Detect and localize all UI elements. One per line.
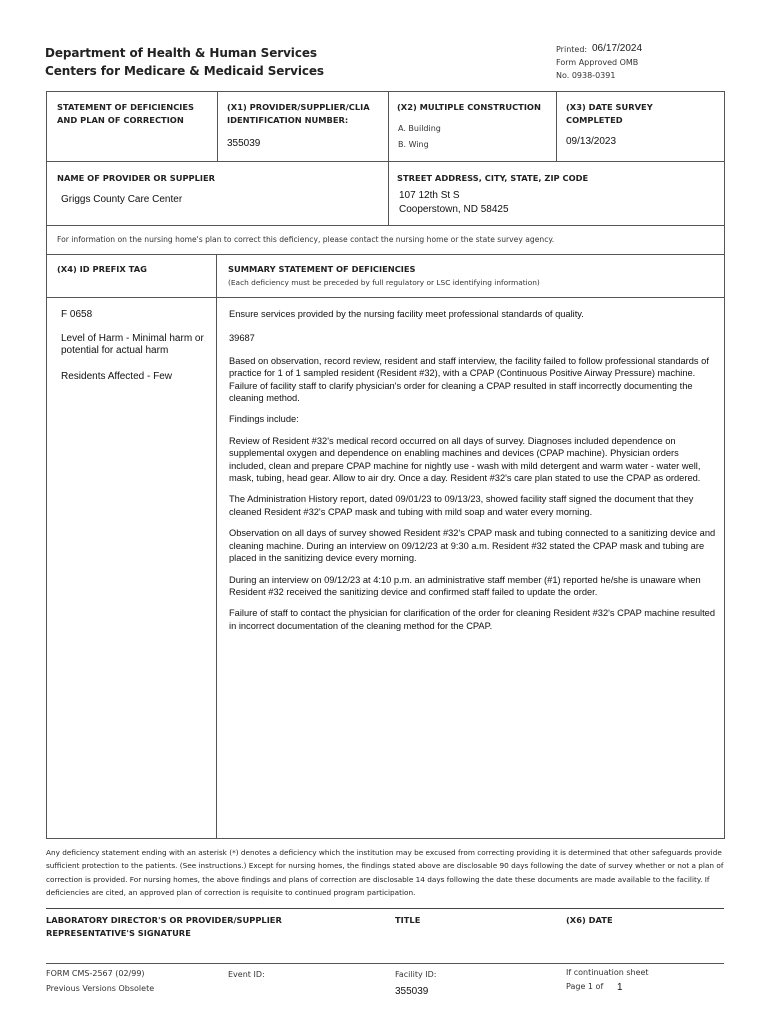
paragraph: 39687 (229, 333, 255, 344)
omb-number: No. 0938-0391 (556, 71, 616, 80)
printed-label: Printed: (556, 45, 588, 54)
paragraph: Failure of staff to contact the physician for clarification of the order for cleaning Resident #32's CPAP machine resulted in incorrect documentation of the cleaning method for the CPAP. (229, 608, 715, 631)
address-label: STREET ADDRESS, CITY, STATE, ZIP CODE (397, 173, 589, 183)
paragraph: Based on observation, record review, resident and staff interview, the facility failed to follow professional standards of practice for 1 of 1 sampled resident (Resident #32), with a CPAP (Continuous Positive Airway Pressure) machine. Failure of facility staff to clarify physician's order for cleaning a CPAP resulted in staff incorrectly documenting the cleaning method. (229, 355, 709, 404)
address-city: Cooperstown, ND 58425 (399, 204, 509, 215)
provider-id: 355039 (227, 138, 261, 149)
statement-label: STATEMENT OF DEFICIENCIES AND PLAN OF CORRECTION (57, 102, 195, 125)
x1-label: (X1) PROVIDER/SUPPLIER/CLIA IDENTIFICATION NUMBER: (227, 102, 370, 125)
previous-versions: Previous Versions Obsolete (46, 984, 155, 993)
agency-subname: Centers for Medicare & Medicaid Services (45, 64, 324, 78)
harm-level: Level of Harm - Minimal harm or potential for actual harm (61, 333, 204, 357)
x2-building: A. Building (398, 124, 441, 133)
date-label: (X6) DATE (566, 915, 613, 925)
paragraph: Observation on all days of survey showed Resident #32's CPAP mask and tubing connected to a sanitizing device and cleaning machine. During an interview on 09/12/23 at 9:30 a.m. Resident #32 stated the CPAP mask and tubing are placed in the sanitizing device every morning. (229, 528, 716, 564)
agency-name: Department of Health & Human Services (45, 46, 317, 60)
signature-label: LABORATORY DIRECTOR'S OR PROVIDER/SUPPLIER REPRESENTATIVE'S SIGNATURE (46, 915, 282, 938)
form-approved: Form Approved OMB (556, 58, 639, 67)
paragraph: Review of Resident #32's medical record occurred on all days of survey. Diagnoses included dependence on supplemental oxygen and dependence on enabling machines and devices (CPAP machine). Physician orders included, clean and prepare CPAP machine for nightly use - wash with mild detergent and warm water - water well, mask, tubing, head gear. Allow to air dry. Once a day. Resident #32's care plan stated to use the CPAP as ordered. (229, 435, 701, 484)
title-label: TITLE (395, 915, 421, 925)
summary-label: SUMMARY STATEMENT OF DEFICIENCIES (228, 264, 416, 274)
survey-date: 09/13/2023 (566, 136, 617, 147)
residents-affected: Residents Affected - Few (61, 371, 172, 382)
deficiency-summary (229, 308, 717, 639)
x2-label: (X2) MULTIPLE CONSTRUCTION (397, 102, 541, 112)
event-id-label: Event ID: (228, 970, 265, 979)
paragraph: Ensure services provided by the nursing facility meet professional standards of quality. (229, 309, 584, 319)
facility-id: 355039 (395, 986, 429, 997)
continuation-label: If continuation sheet (566, 968, 649, 977)
x3-label: (X3) DATE SURVEY COMPLETED (566, 102, 653, 125)
page-total: 1 (617, 982, 623, 993)
info-line: For information on the nursing home's plan to correct this deficiency, please contact the nursing home or the state survey agency. (57, 235, 555, 244)
provider-name: Griggs County Care Center (61, 194, 183, 205)
paragraph: During an interview on 09/12/23 at 4:10 p.m. an administrative staff member (#1) reported he/she is unaware when Resident #32 received the sanitizing device and confirmed staff failed to update the order. (229, 574, 701, 597)
provider-name-label: NAME OF PROVIDER OR SUPPLIER (57, 173, 216, 183)
facility-id-label: Facility ID: (395, 970, 437, 979)
paragraph: Findings include: (229, 414, 299, 425)
summary-sub: (Each deficiency must be preceded by full regulatory or LSC identifying information) (228, 278, 540, 287)
page-label: Page 1 of (566, 982, 604, 991)
disclosure-note: Any deficiency statement ending with an asterisk (*) denotes a deficiency which the institution may be excused from correcting providing it is determined that other safeguards provide sufficient protection to the patients. (See instructions.) Except for nursing homes, the findings stated above are disclosable 90 days following the date of survey whether or not a plan of correction is provided. For nursing homes, the above findings and plans of correction are disclosable 14 days following the date these documents are made available to the facility. If deficiencies are cited, an approved plan of correction is requisite to continued program participation. (46, 848, 724, 897)
address-street: 107 12th St S (399, 190, 460, 201)
x2-wing: B. Wing (398, 140, 429, 149)
form-number: FORM CMS-2567 (02/99) (46, 969, 145, 978)
paragraph: The Administration History report, dated 09/01/23 to 09/13/23, showed facility staff signed the document that they cleaned Resident #32's CPAP mask and tubing with mild soap and water every morning. (229, 494, 694, 517)
x4-label: (X4) ID PREFIX TAG (57, 264, 147, 274)
printed-date: 06/17/2024 (592, 43, 643, 54)
tag-id: F 0658 (61, 309, 93, 320)
